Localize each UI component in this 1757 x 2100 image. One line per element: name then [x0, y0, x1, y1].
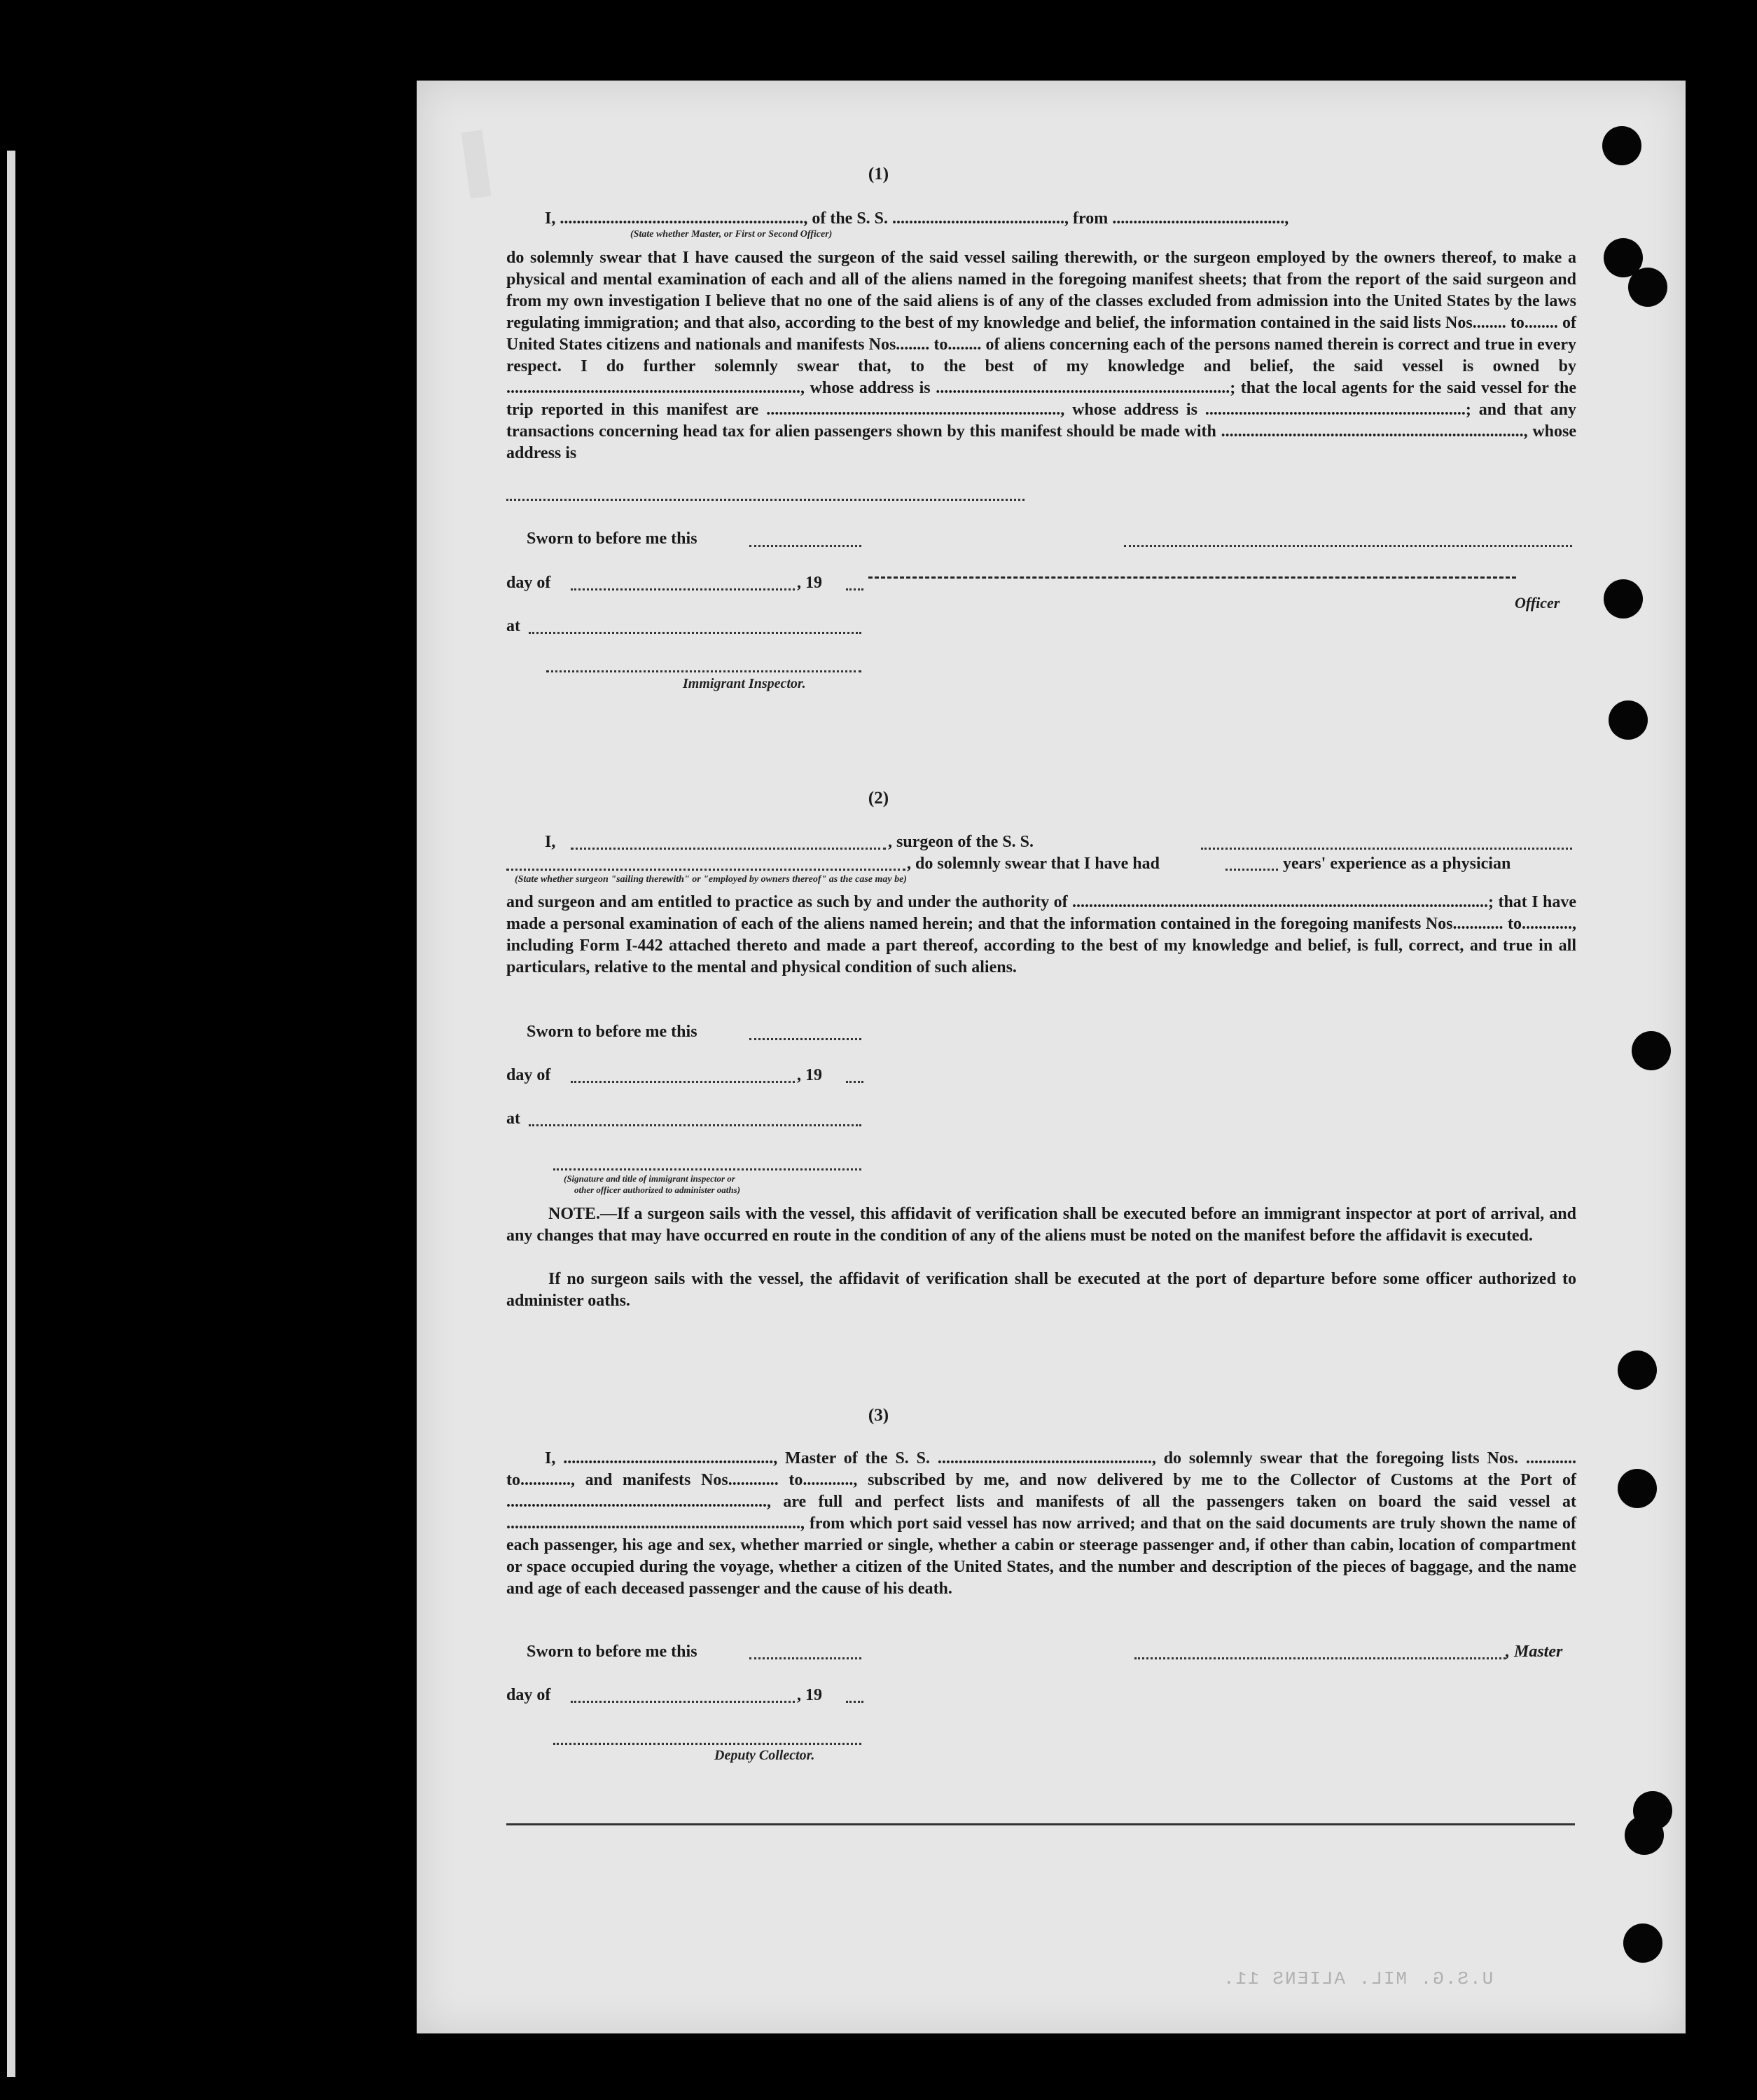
inspector-caption: Immigrant Inspector.: [683, 676, 806, 691]
sworn-blank: [749, 1657, 861, 1659]
day-blank: [571, 588, 795, 590]
master-rank-note: (State whether Master, or First or Second Officer): [630, 229, 833, 240]
sworn-blank: [749, 545, 861, 547]
year-label: , 19: [797, 1686, 822, 1704]
day-of-label: day of: [506, 1686, 551, 1704]
address-blank: [506, 499, 1025, 501]
bleed-through-text: U.S.G. MIL. ALIENS 11.: [1222, 1968, 1494, 1989]
note-paragraph-2: If no surgeon sails with the vessel, the affidavit of verification shall be executed at the port of departure before some officer authorized to administer oaths.: [506, 1270, 1576, 1310]
master-label: , Master: [1506, 1643, 1563, 1661]
surgeon-i-label: I,: [545, 833, 556, 851]
collector-oath-body: I, .................................................., Master of the S. S. ..................................................., do solemnly swear that the foregoing lists Nos. ............ to............, and manifests Nos............ to............, subscribed by me, and now delivered by me to the Collector of Customs at the Port of .............................................................., are full and perfect lists and manifests of all the passengers taken on board the said vessel at ......................................................................, from which port said vessel has now arrived; and that on the said documents are truly shown the name of each passenger, his age and sex, whether married or single, whether a cabin or steerage passenger and, if other than cabin, location of compartment or space occupied during the voyage, whether a citizen of the United States, and the number and description of the pieces of baggage, and the name and age of each deceased passenger and the cause of his death.: [506, 1449, 1576, 1598]
deputy-signature-line: [553, 1743, 861, 1745]
surgeon-type-blank: [506, 869, 905, 871]
year-blank: [846, 1701, 863, 1703]
signature-blank: [1124, 545, 1572, 547]
at-label: at: [506, 1110, 520, 1128]
master-signature-line: [1134, 1657, 1506, 1659]
year-blank: [846, 588, 863, 590]
punch-hole: [1602, 126, 1641, 165]
section-number-3: (3): [868, 1406, 889, 1425]
surgeon-oath-body: and surgeon and am entitled to practice as such by and under the authority of ...................................................................................................; that I have made a personal examination of each of the aliens named herein; and that the information contained in the foregoing manifests Nos............ to............, including Form I-442 attached thereto and made a part thereof, according to the best of my knowledge and belief, is full, correct, and true in all particulars, relative to the mental and physical condition of such aliens.: [506, 893, 1576, 976]
surgeon-oath-label: , do solemnly swear that I have had: [907, 855, 1160, 873]
officer-signature-line: [868, 576, 1516, 579]
punch-hole: [1618, 1469, 1657, 1508]
sworn-label: Sworn to before me this: [527, 530, 697, 548]
day-of-label: day of: [506, 1066, 551, 1084]
section-number-2: (2): [868, 789, 889, 808]
experience-label: years' experience as a physician: [1283, 855, 1511, 873]
day-of-label: day of: [506, 574, 551, 592]
sworn-label: Sworn to before me this: [527, 1643, 697, 1661]
year-blank: [846, 1081, 863, 1083]
master-oath-body: do solemnly swear that I have caused the surgeon of the said vessel sailing therewith, or the surgeon employed by the owners thereof, to make a physical and mental examination of each and all of the aliens named in the foregoing manifest sheets; that from the report of the said surgeon and from my own investigation I believe that no one of the said aliens is of any of the classes excluded from admission into the United States by the laws regulating immigration; and that also, according to the best of my knowledge and belief, the information contained in the said lists Nos........ to........ of United States citizens and nationals and manifests Nos........ to........ of aliens concerning each of the persons named therein is correct and true in every respect. I do further solemnly swear that, to the best of my knowledge and belief, the said vessel is owned by ......................................................................, whose address is ......................................................................; that the local agents for the said vessel for the trip reported in this manifest are ......................................................................, whose address is ..............................................................; and that any transactions concerning head tax for alien passengers shown by this manifest should be made with ........................................................................, whose address is: [506, 249, 1576, 462]
surgeon-vessel-label: , surgeon of the S. S.: [888, 833, 1034, 851]
master-declaration-line: I, .........................................................., of the S. S. ........................................., from .........................................,: [545, 209, 1289, 228]
signature-caption: (Signature and title of immigrant inspector or: [564, 1173, 735, 1184]
inspector-signature-line: [546, 670, 861, 672]
year-label: , 19: [797, 1066, 822, 1084]
surgeon-vessel-blank: [1201, 848, 1572, 850]
punch-hole: [1628, 268, 1667, 307]
punch-hole: [1623, 1923, 1662, 1963]
punch-hole: [1618, 1351, 1657, 1390]
punch-hole: [1625, 1816, 1664, 1855]
note-paragraph-1: NOTE.—If a surgeon sails with the vessel, this affidavit of verification shall be executed before an immigrant inspector at port of arrival, and any changes that may have occurred en route in the condition of any of the aliens must be noted on the manifest before the affidavit is executed.: [506, 1205, 1576, 1245]
officer-label: Officer: [1515, 594, 1560, 612]
bottom-rule: [506, 1823, 1575, 1825]
signature-caption: other officer authorized to administer oaths): [574, 1184, 741, 1195]
deputy-caption: Deputy Collector.: [714, 1748, 815, 1763]
sworn-label: Sworn to before me this: [527, 1023, 697, 1041]
surgeon-type-note: (State whether surgeon "sailing therewith" or "employed by owners thereof" as the case may be): [515, 874, 907, 885]
section-number-1: (1): [868, 165, 889, 184]
day-blank: [571, 1701, 795, 1703]
at-label: at: [506, 617, 520, 635]
punch-hole: [1632, 1031, 1671, 1070]
year-label: , 19: [797, 574, 822, 592]
punch-hole: [1609, 700, 1648, 740]
years-blank: [1225, 869, 1278, 871]
surgeon-name-blank: [571, 848, 886, 850]
edge-strip: [7, 151, 15, 2077]
at-blank: [529, 1124, 861, 1126]
punch-hole: [1604, 579, 1643, 619]
day-blank: [571, 1081, 795, 1083]
at-blank: [529, 632, 861, 634]
sworn-blank: [749, 1038, 861, 1040]
inspector-signature-line: [553, 1168, 861, 1170]
